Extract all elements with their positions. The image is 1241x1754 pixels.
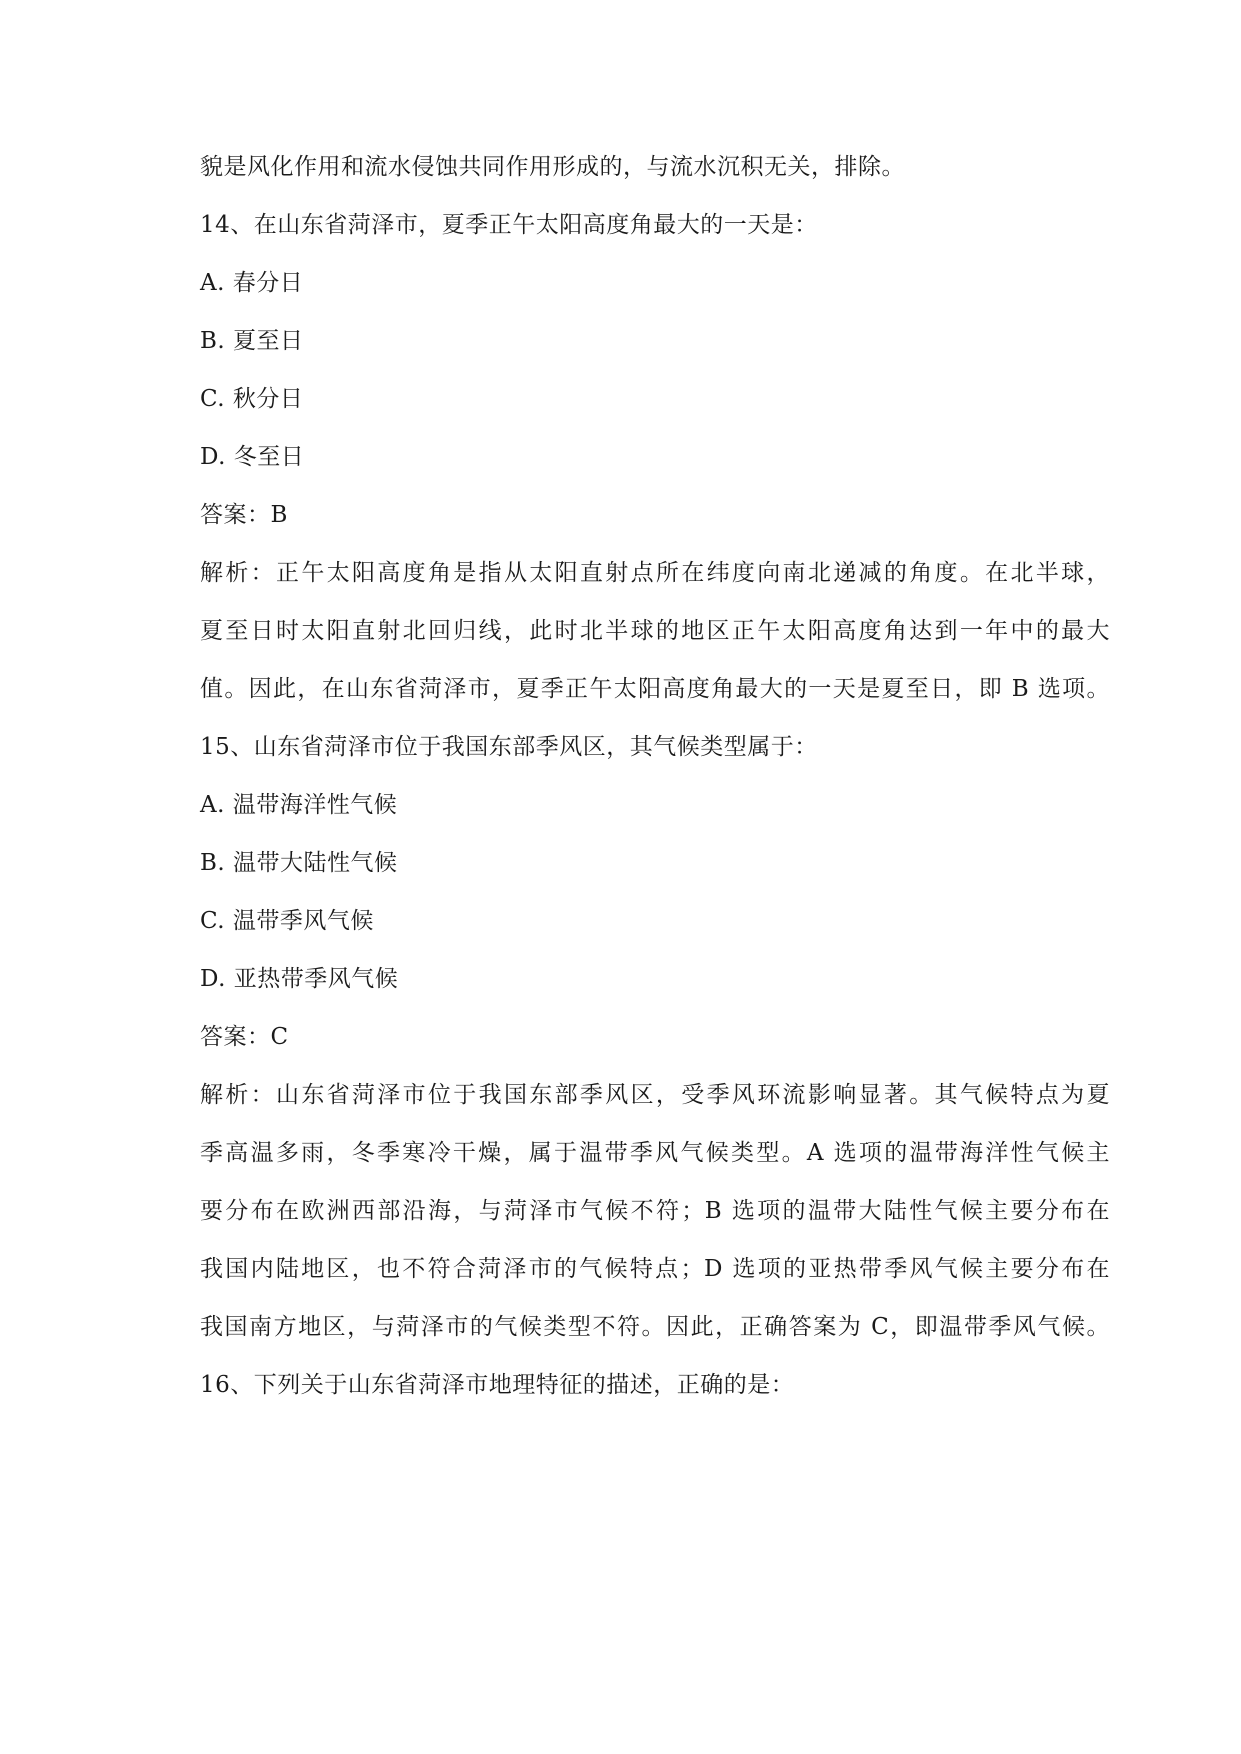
document-page <box>200 138 1110 1414</box>
explanation-line: 解析：山东省菏泽市位于我国东部季风区，受季风环流影响显著。其气候特点为夏 <box>200 1082 1110 1108</box>
explanation-line: 要分布在欧洲西部沿海，与菏泽市气候不符；B 选项的温带大陆性气候主要分布在 <box>200 1198 1110 1224</box>
explanation-line: 我国南方地区，与菏泽市的气候类型不符。因此，正确答案为 C，即温带季风气候。 <box>200 1314 1110 1340</box>
explanation-line: 解析：正午太阳高度角是指从太阳直射点所在纬度向南北递减的角度。在北半球， <box>200 560 1110 586</box>
option-d: D. 冬至日 <box>200 444 305 470</box>
answer: 答案：B <box>200 502 288 528</box>
option-d: D. 亚热带季风气候 <box>200 966 399 992</box>
explanation-line: 夏至日时太阳直射北回归线，此时北半球的地区正午太阳高度角达到一年中的最大 <box>200 618 1110 644</box>
question-16: 16、下列关于山东省菏泽市地理特征的描述，正确的是： <box>200 1372 795 1398</box>
option-b: B. 温带大陆性气候 <box>200 850 398 876</box>
answer: 答案：C <box>200 1024 289 1050</box>
explanation-line: 我国内陆地区，也不符合菏泽市的气候特点；D 选项的亚热带季风气候主要分布在 <box>200 1256 1110 1282</box>
text-line: 貌是风化作用和流水侵蚀共同作用形成的，与流水沉积无关，排除。 <box>200 154 905 180</box>
explanation-line: 值。因此，在山东省菏泽市，夏季正午太阳高度角最大的一天是夏至日，即 B 选项。 <box>200 676 1110 702</box>
option-c: C. 秋分日 <box>200 386 304 412</box>
question-14: 14、在山东省菏泽市，夏季正午太阳高度角最大的一天是： <box>200 212 818 238</box>
question-15: 15、山东省菏泽市位于我国东部季风区，其气候类型属于： <box>200 734 818 760</box>
option-c: C. 温带季风气候 <box>200 908 374 934</box>
option-a: A. 春分日 <box>200 270 304 296</box>
explanation-line: 季高温多雨，冬季寒冷干燥，属于温带季风气候类型。A 选项的温带海洋性气候主 <box>200 1140 1110 1166</box>
option-b: B. 夏至日 <box>200 328 304 354</box>
option-a: A. 温带海洋性气候 <box>200 792 398 818</box>
